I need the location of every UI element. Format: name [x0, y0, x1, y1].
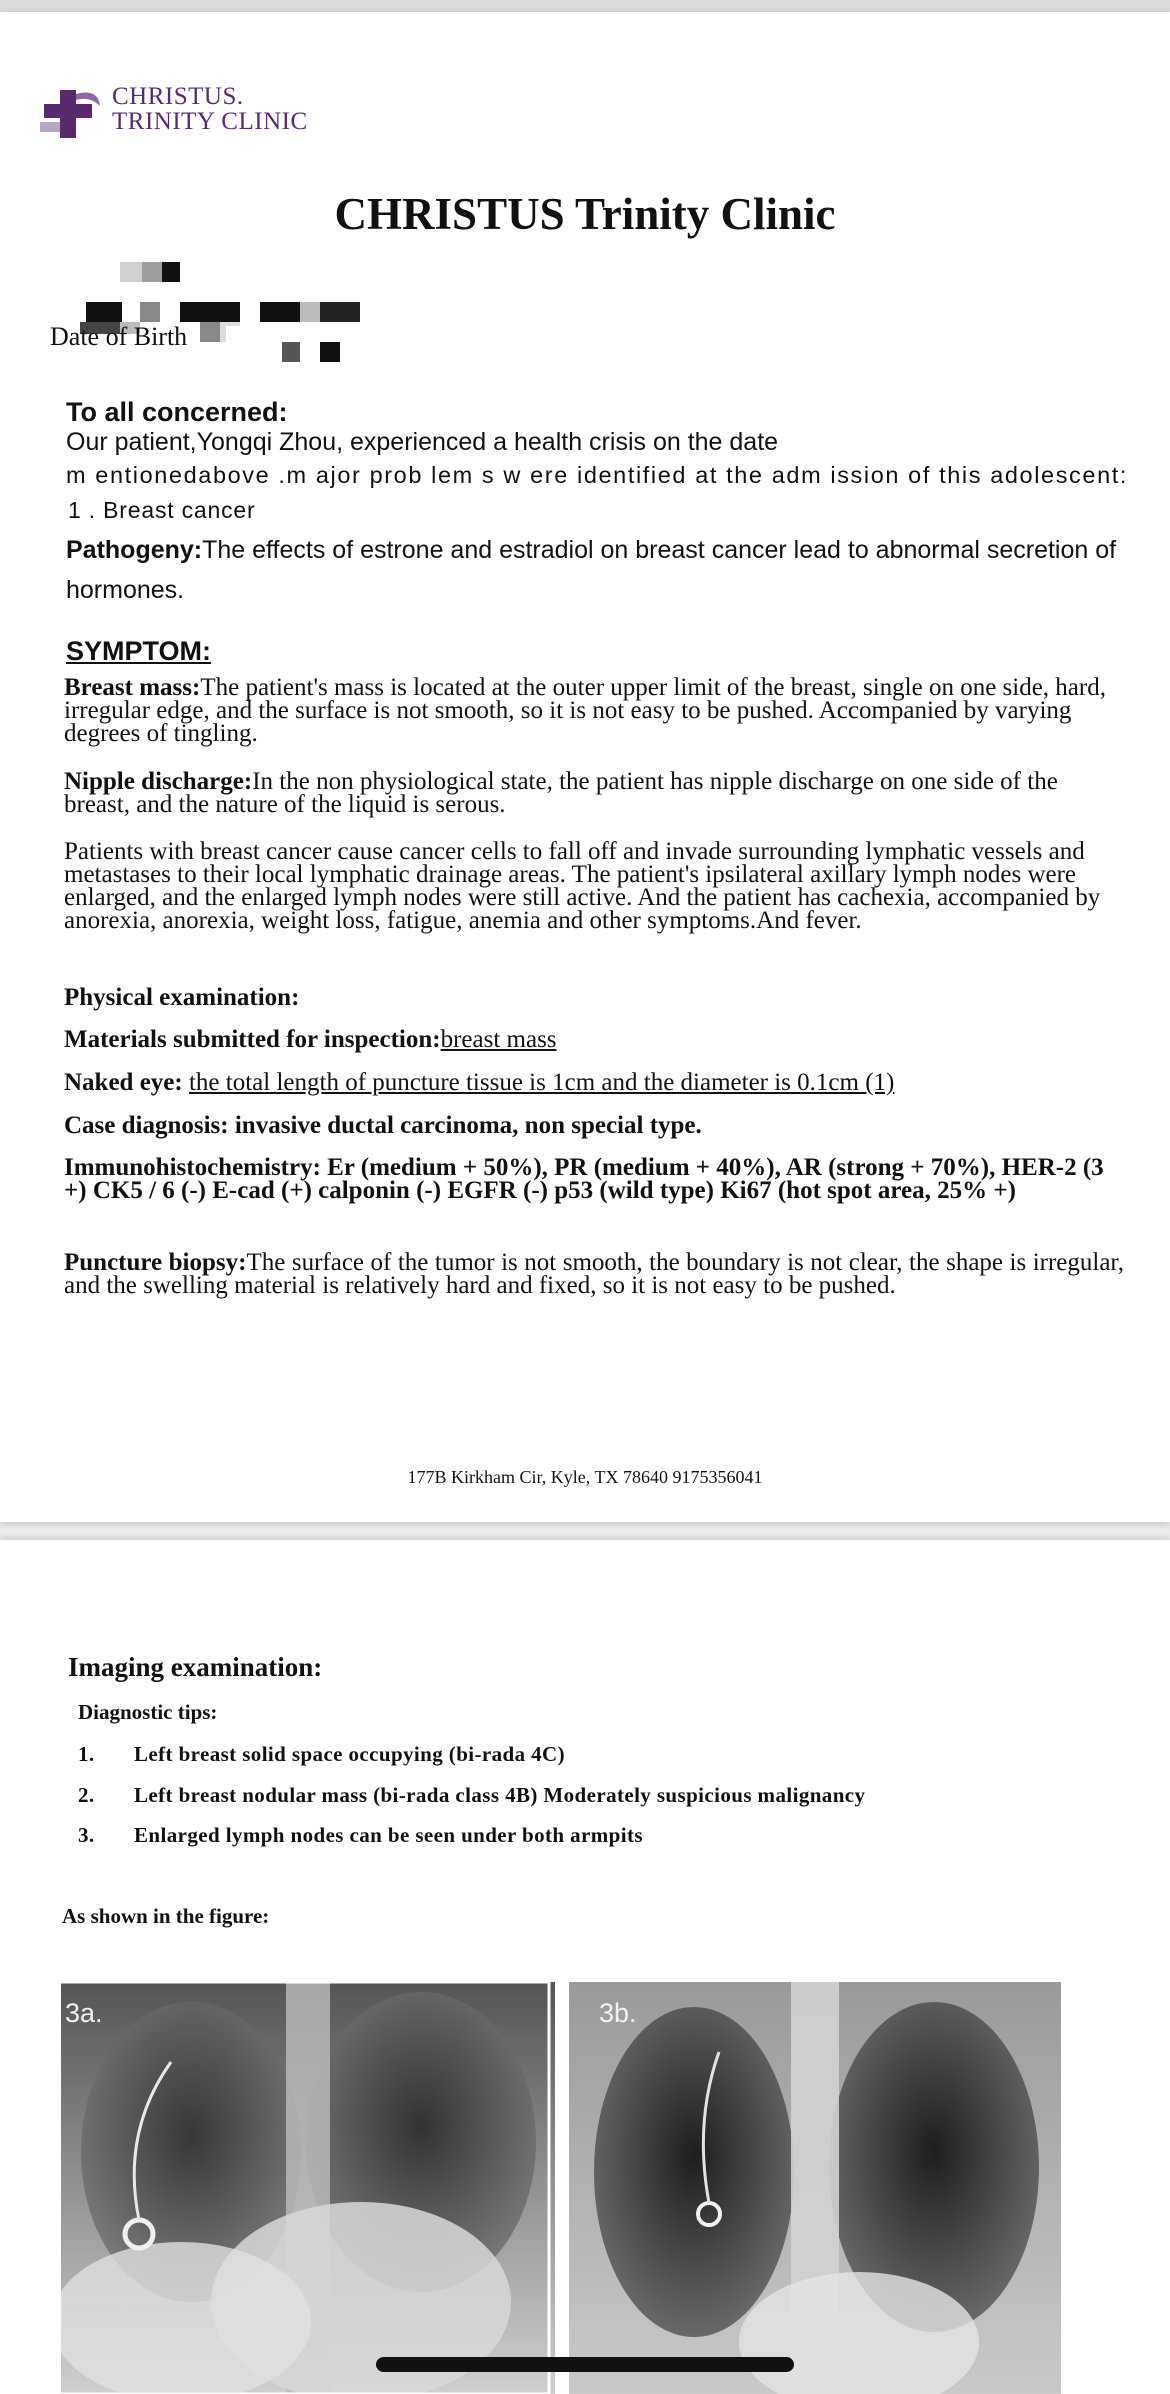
tip-number: 2.	[78, 1783, 95, 1807]
nipple-discharge-text: In the non physiological state, the patient has nipple discharge on one side of the breast, and the nature of the liquid is serous.	[64, 768, 1058, 818]
tip-text: Left breast nodular mass (bi-rada class 4B) Moderately suspicious malignancy	[134, 1783, 866, 1807]
date-of-birth-label: Date of Birth	[50, 322, 188, 351]
naked-eye-label: Naked eye:	[64, 1069, 189, 1096]
tip-text: Enlarged lymph nodes can be seen under both armpits	[134, 1823, 643, 1847]
letter-line-2: m entionedabove .m ajor prob lem s w ere identified at the adm ission of this adolescent:	[66, 462, 1129, 488]
diagnostic-tips-label: Diagnostic tips:	[78, 1700, 218, 1724]
materials-value: breast mass	[440, 1026, 557, 1053]
letter-line-1: Our patient,Yongqi Zhou, experienced a health crisis on the date	[66, 428, 779, 456]
metastasis-paragraph: Patients with breast cancer cause cancer cells to fall off and invade surrounding lymphatic vessels and metastases to their local lymphatic drainage areas. The patient's ipsilateral axillary lymph nodes were enlarged, and the enlarged lymph nodes were still active. And the patient has cachexia, accompanied by anorexia, anorexia, weight loss, fatigue, anemia and other symptoms.And fever.	[64, 838, 1101, 934]
xray-3b-image	[569, 1982, 1061, 2394]
clinic-title: CHRISTUS Trinity Clinic	[334, 189, 836, 239]
ihc-paragraph	[64, 1156, 1124, 1202]
case-diagnosis: Case diagnosis: invasive ductal carcinoma, non special type.	[64, 1112, 702, 1139]
tip-text: Left breast solid space occupying (bi-rada 4C)	[134, 1742, 566, 1766]
materials-line	[64, 1028, 1124, 1051]
tip-item	[78, 1823, 643, 1848]
breast-mass-text: The patient's mass is located at the outer upper limit of the breast, single on one side, hard, irregular edge, and the surface is not smooth, so it is not easy to be pushed. Accompanied by varying degrees of tingling.	[64, 674, 1106, 747]
logo-line1: CHRISTUS.	[112, 83, 244, 110]
physical-exam-label: Physical examination:	[64, 984, 300, 1011]
naked-eye-line	[64, 1071, 1124, 1094]
figure-3b-label: 3b.	[599, 1998, 637, 2028]
chest-xray-3a	[61, 1982, 555, 2394]
imaging-heading: Imaging examination:	[68, 1652, 323, 1682]
nipple-discharge-paragraph	[64, 770, 1124, 816]
nipple-discharge-label: Nipple discharge:	[64, 768, 253, 795]
salutation: To all concerned:	[66, 397, 288, 427]
ihc-text: Immunohistochemistry: Er (medium + 50%), PR (medium + 40%), AR (strong + 70%), HER-2 (3 +) CK5 / 6 (-) E-cad (+) calponin (-) EGFR (-) p53 (wild type) Ki67 (hot spot area, 25% +)	[64, 1154, 1104, 1204]
home-indicator[interactable]	[376, 2357, 794, 2372]
biopsy-label: Puncture biopsy:	[64, 1249, 247, 1276]
logo-line2: TRINITY CLINIC	[112, 108, 308, 135]
breast-mass-label: Breast mass:	[64, 674, 201, 701]
pathogeny-text: The effects of estrone and estradiol on breast cancer lead to abnormal secretion of hormones.	[66, 536, 1117, 604]
physical-exam-heading	[64, 986, 1124, 1009]
pathogeny	[66, 530, 1126, 610]
biopsy-paragraph	[64, 1251, 1124, 1297]
pathogeny-label: Pathogeny:	[66, 536, 203, 564]
symptom-heading: SYMPTOM:	[66, 636, 212, 666]
breast-mass-paragraph	[64, 676, 1124, 745]
page-footer-address: 177B Kirkham Cir, Kyle, TX 78640 9175356041	[407, 1467, 763, 1487]
tip-item	[78, 1742, 565, 1767]
figure-3a-label: 3a.	[65, 1998, 103, 2028]
biopsy-text: The surface of the tumor is not smooth, the boundary is not clear, the shape is irregular, and the swelling material is relatively hard and fixed, so it is not easy to be pushed.	[64, 1249, 1125, 1299]
tip-item	[78, 1783, 865, 1808]
viewer-top-bar	[0, 0, 1170, 12]
case-diagnosis-line	[64, 1114, 1124, 1137]
christus-logo	[40, 76, 330, 148]
naked-eye-value: the total length of puncture tissue is 1cm and the diameter is 0.1cm (1)	[188, 1069, 895, 1096]
figure-caption: As shown in the figure:	[62, 1904, 270, 1928]
chest-xray-3b	[569, 1982, 1061, 2394]
tip-number: 3.	[78, 1823, 95, 1847]
letter-line-3: 1 . Breast cancer	[68, 497, 256, 523]
tip-number: 1.	[78, 1742, 95, 1766]
logo-wordmark	[112, 84, 308, 134]
dob-value-mask	[226, 326, 276, 352]
cross-logo-icon	[40, 86, 100, 142]
xray-3a-image	[61, 1982, 555, 2394]
materials-label: Materials submitted for inspection:	[64, 1026, 441, 1053]
